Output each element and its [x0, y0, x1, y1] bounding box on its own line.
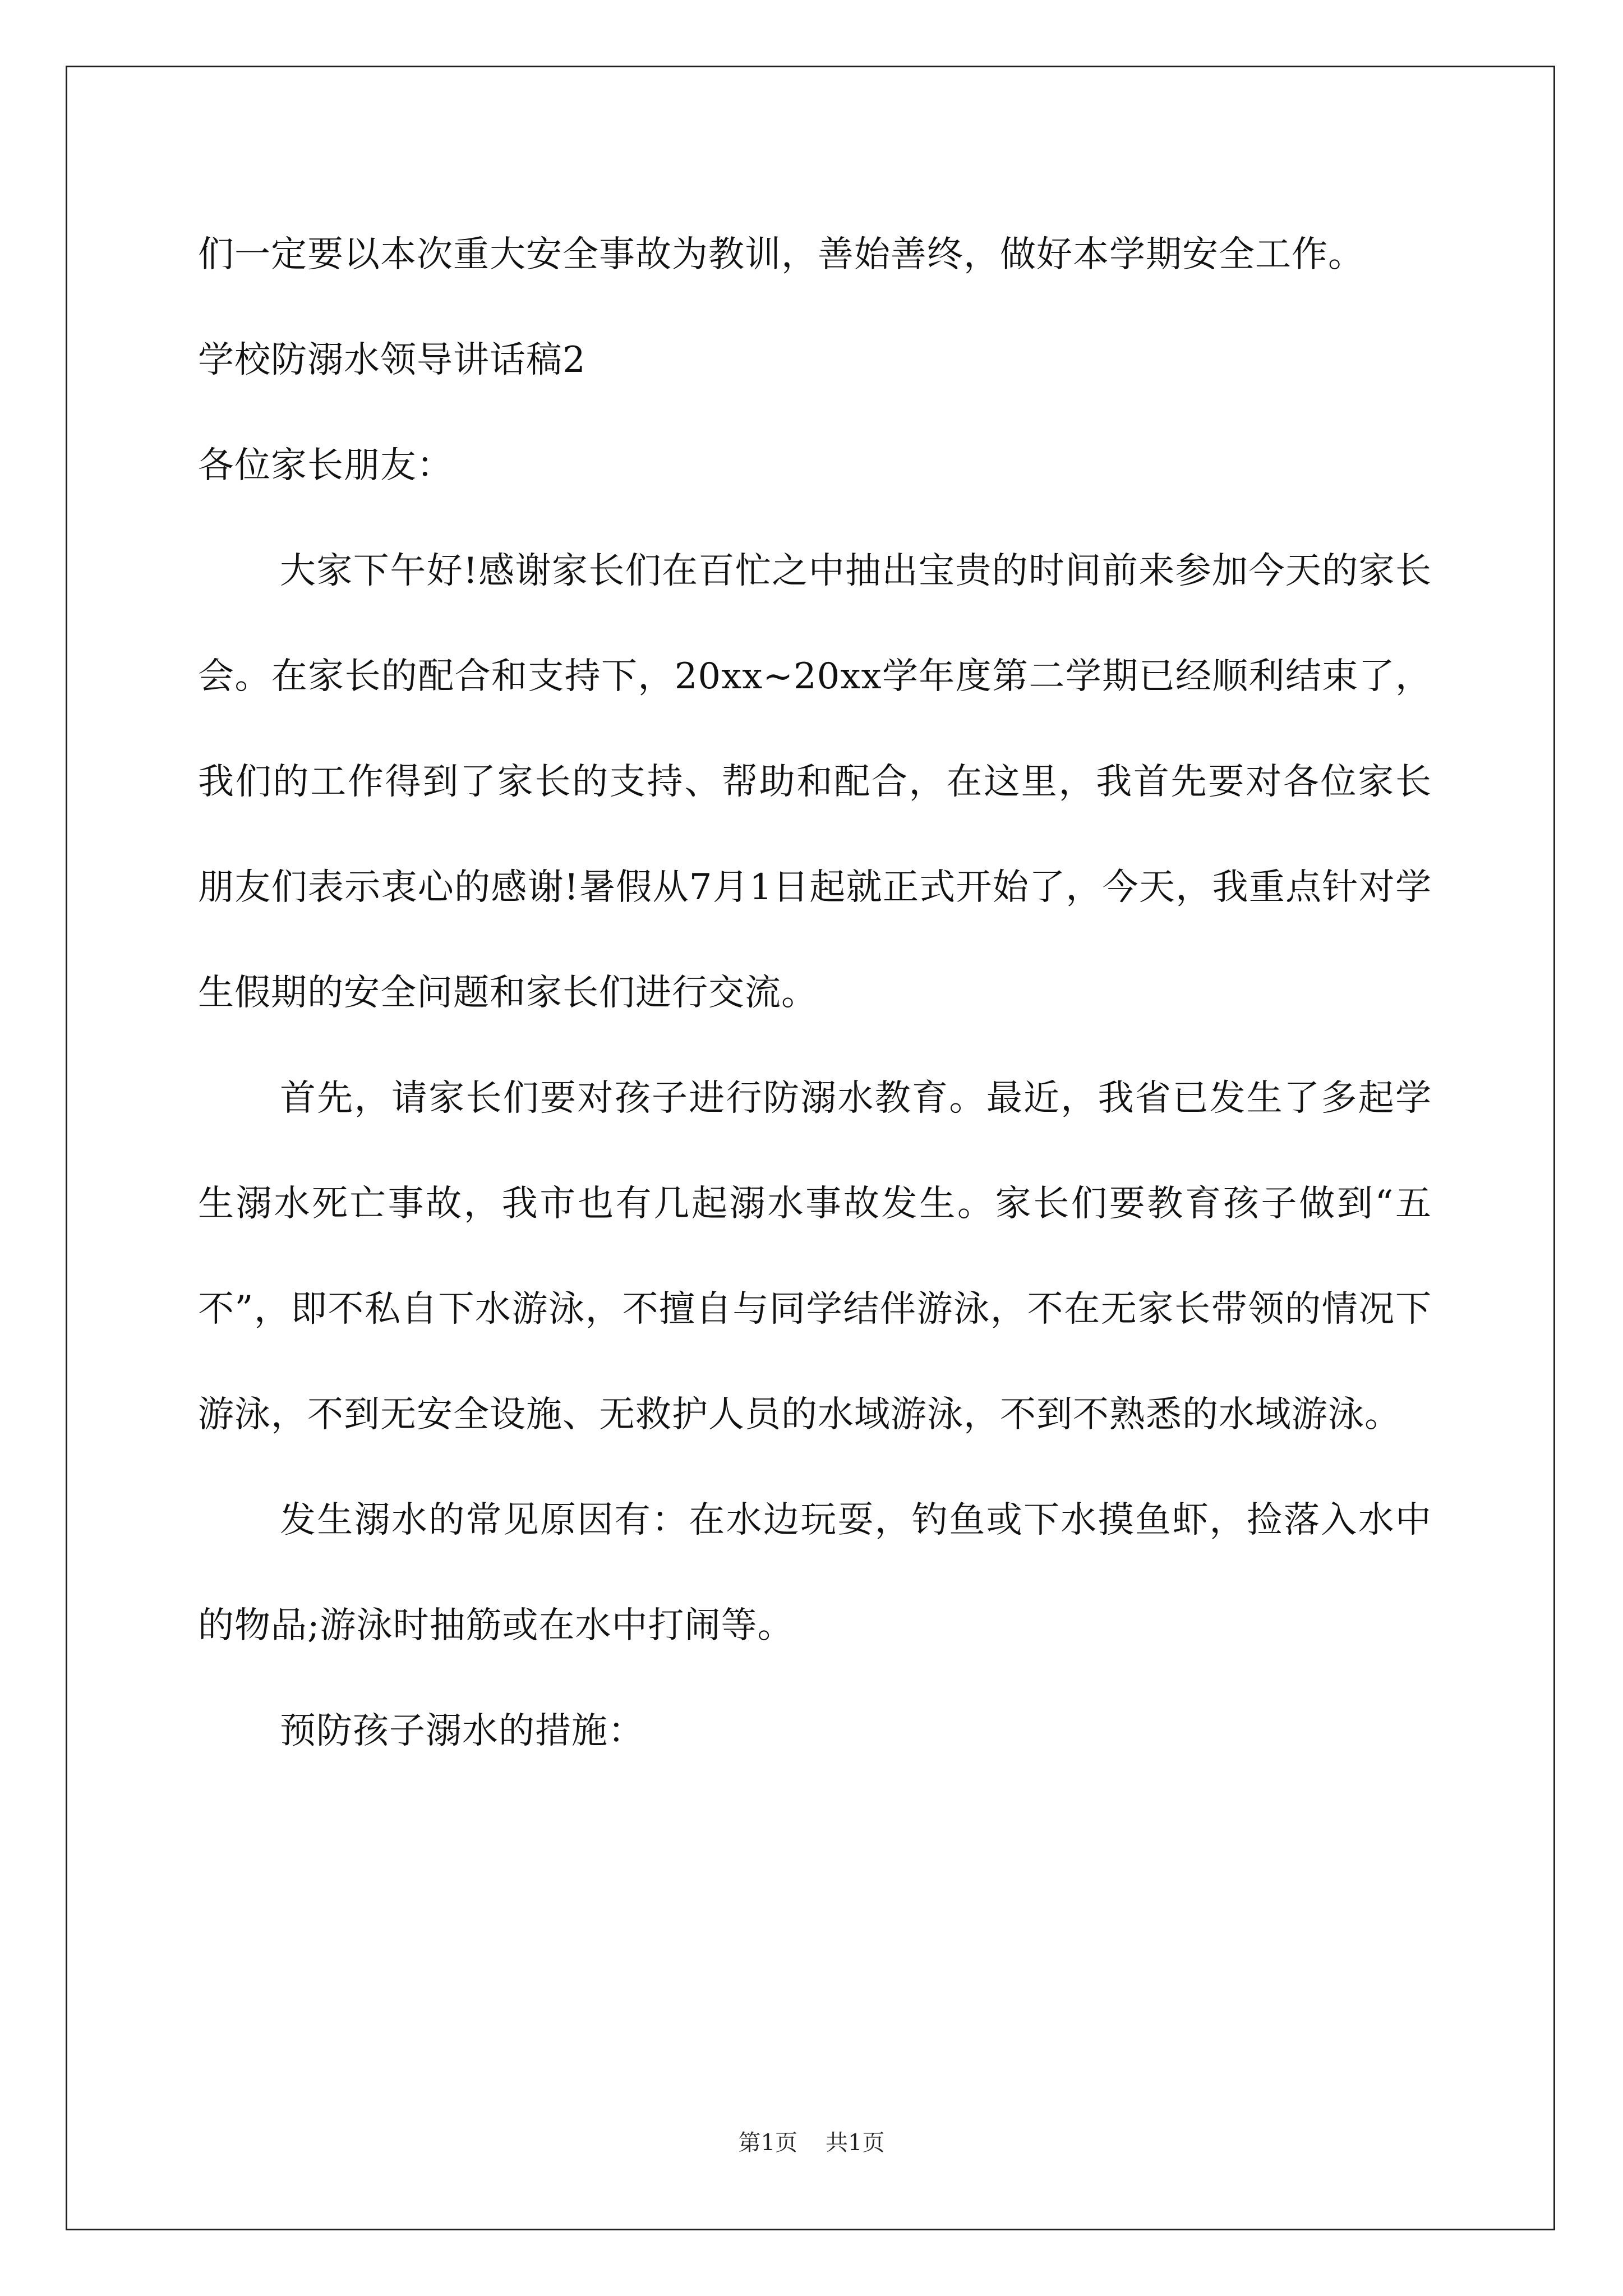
paragraph-greeting: 大家下午好!感谢家长们在百忙之中抽出宝贵的时间前来参加今天的家长会。在家长的配合和支持下，20xx~20xx学年度第二学期已经顺利结束了，我们的工作得到了家长的支持、帮助和配合，在这里，我首先要对各位家长朋友们表示衷心的感谢!暑假从7月1日起就正式开始了，今天，我重点针对学生假期的安全问题和家长们进行交流。 [198, 550, 1432, 1014]
paragraph-prevention-heading: 预防孩子溺水的措施： [280, 1710, 644, 1752]
section-title: 学校防溺水领导讲话稿2 [198, 339, 586, 381]
paragraph-drowning-causes: 发生溺水的常见原因有：在水边玩耍，钓鱼或下水摸鱼虾，捡落入水中的物品;游泳时抽筋或在水中打闹等。 [198, 1499, 1432, 1646]
page-footer [0, 2126, 1623, 2160]
paragraph-drowning-education: 首先，请家长们要对孩子进行防溺水教育。最近，我省已发生了多起学生溺水死亡事故，我市也有几起溺水事故发生。家长们要教育孩子做到“五不”，即不私自下水游泳，不擅自与同学结伴游泳，不在无家长带领的情况下游泳，不到无安全设施、无救护人员的水域游泳，不到不熟悉的水域游泳。 [198, 1078, 1432, 1435]
salutation: 各位家长朋友： [198, 445, 453, 486]
page-number: 第1页 [738, 2130, 797, 2156]
page-total: 共1页 [826, 2130, 885, 2156]
document-body [198, 202, 1432, 1784]
paragraph-continuation: 们一定要以本次重大安全事故为教训，善始善终，做好本学期安全工作。 [198, 234, 1364, 275]
